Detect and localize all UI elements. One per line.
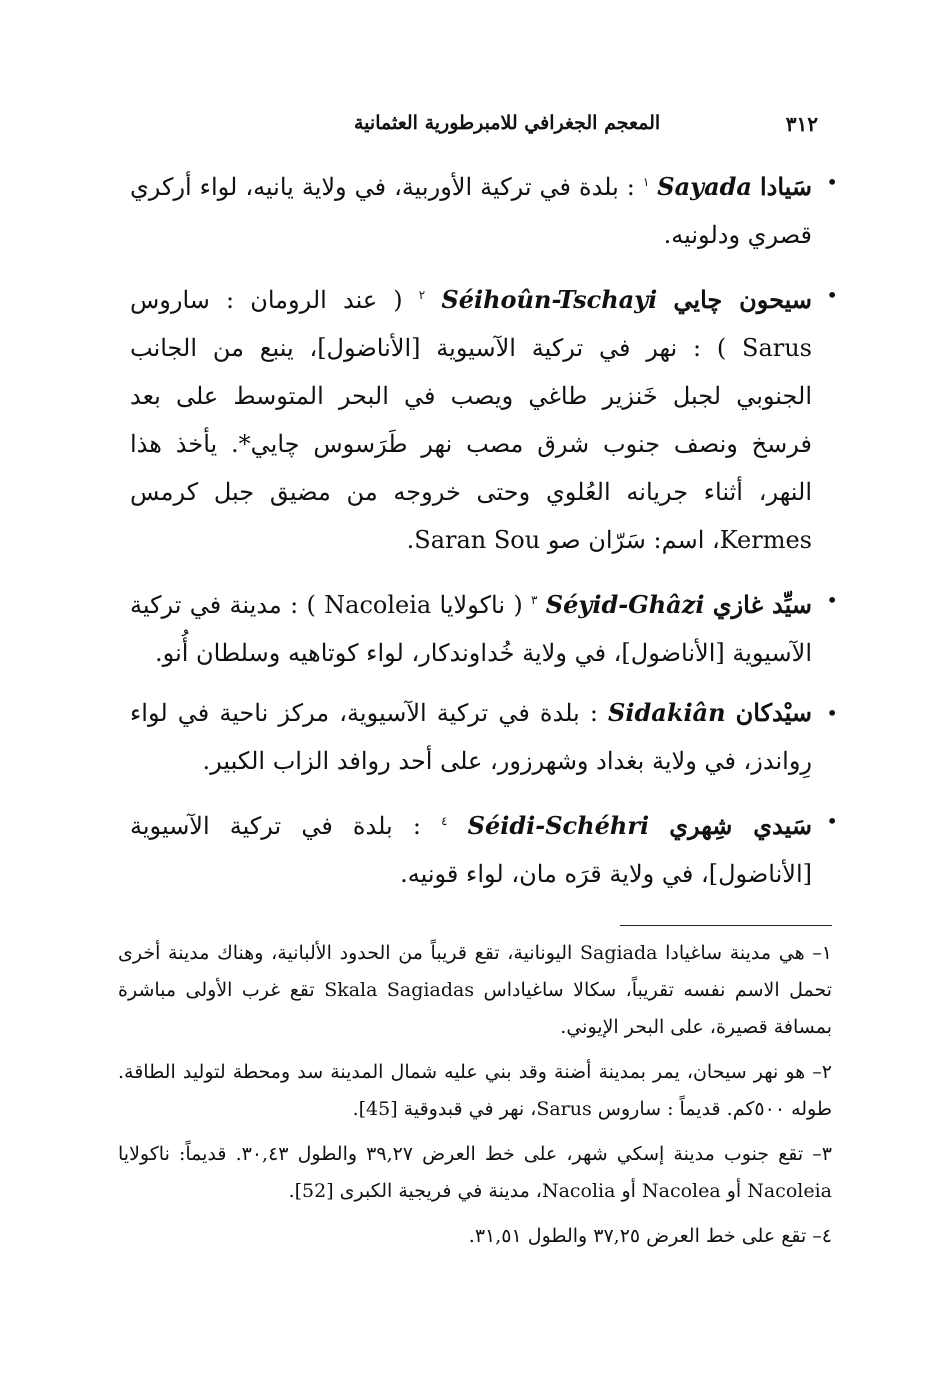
footnote-1: ١– هي مدينة ساغيادا Sagiada اليونانية، تقع قريباً من الحدود الألبانية، وهناك مدينة أخرى تحمل الاسم نفسه تقريباً، سكالا ساغياداس Skala Sagiadas تقع غرب الأولى مباشرة بمسافة قصيرة، على البحر الإيوني.: [118, 942, 833, 1038]
entry-headword: سَيادا: [759, 172, 812, 201]
entry-text: : بلدة في تركية الأوربية، في ولاية يانيه، لواء أركري قصري ودلونيه.: [130, 173, 812, 249]
dictionary-entries: [130, 158, 838, 910]
entry-sidakian: [130, 689, 838, 785]
entry-headword: سيحون چايي: [673, 285, 812, 314]
entry-latin-name: Sayada: [657, 172, 752, 201]
entry-headword: سَيدي شِهري: [669, 811, 812, 840]
running-title: المعجم الجغرافي للامبرطورية العثمانية: [354, 112, 661, 134]
entry-seidi-schehri: [130, 797, 838, 898]
page-header: [132, 112, 818, 146]
entry-seihoun-tschayi: [130, 271, 838, 564]
footnote-ref: ٢: [418, 288, 426, 302]
entry-text: ( عند الرومان : ساروس Sarus ) : نهر في تركية الآسيوية [الأناضول]، ينبع من الجانب الجنوبي لجبل خَنزير طاغي ويصب في البحر المتوسط على بعد فرسخ ونصف جنوب شرق مصب نهر طَرَسوس چايي*. يأخذ هذا النهر، أثناء جريانه العُلوي وحتى خروجه من مضيق جبل كرمس Kermes، اسم: سَرّان صو Saran Sou.: [130, 286, 812, 554]
bullet-icon: •: [826, 170, 838, 194]
entry-sayada: [130, 158, 838, 259]
entry-latin-name: Sidakiân: [608, 698, 726, 727]
entry-seyid-ghazi: [130, 576, 838, 677]
footnote-separator: [620, 925, 832, 926]
entry-text: : بلدة في تركية الآسيوية، مركز ناحية في لواء رِواندز، في ولاية بغداد وشهرزور، على أحد روافد الزاب الكبير.: [130, 699, 812, 775]
entry-headword: سيْدكان: [735, 698, 812, 727]
entry-latin-name: Séihoûn-Tschayi: [441, 285, 658, 314]
entry-headword: سيِّد غازي: [712, 590, 812, 619]
footnote-ref: ١: [642, 175, 650, 189]
footnote-2: ٢– هو نهر سيحان، يمر بمدينة أضنة وقد بني عليه شمال المدينة سد ومحطة لتوليد الطاقة. طوله ٥٠٠كم. قديماً : ساروس Sarus، نهر في قبدوقية [45].: [118, 1061, 832, 1120]
entry-text: ( ناكولايا Nacoleia ) : مدينة في تركية الآسيوية [الأناضول]، في ولاية خُداوندكار، لواء كوتاهيه وسلطان أُنو.: [130, 591, 812, 667]
footnote-ref: ٣: [531, 593, 538, 607]
bullet-icon: •: [826, 809, 838, 833]
entry-text: : بلدة في تركية الآسيوية [الأناضول]، في ولاية قرَه مان، لواء قونيه.: [130, 812, 812, 888]
entry-latin-name: Séyid-Ghâzi: [545, 590, 705, 619]
footnote-ref: ٤: [441, 814, 448, 828]
bullet-icon: •: [826, 588, 838, 612]
footnotes: [118, 935, 832, 1263]
footnote-4: ٤– تقع على خط العرض ٣٧,٢٥ والطول ٣١,٥١.: [468, 1225, 832, 1247]
bullet-icon: •: [826, 701, 838, 725]
page-number: ٣١٢: [785, 112, 818, 136]
entry-latin-name: Séidi-Schéhri: [467, 811, 650, 840]
bullet-icon: •: [826, 283, 838, 307]
footnote-3: ٣– تقع جنوب مدينة إسكي شهر، على خط العرض ٣٩,٢٧ والطول ٣٠,٤٣. قديماً: ناكولايا Nacoleia أو Nacolea أو Nacolia، مدينة في فريجية الكبرى [52].: [118, 1143, 832, 1202]
